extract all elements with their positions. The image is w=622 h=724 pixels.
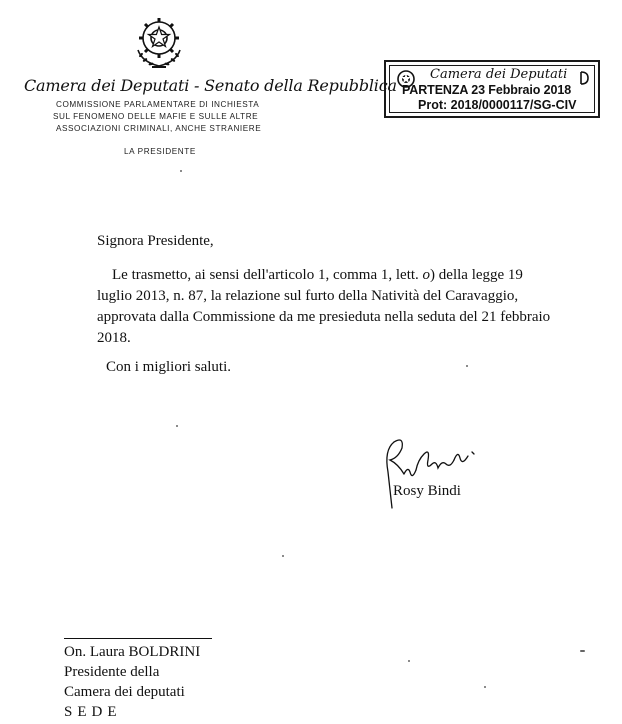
paragraph-letter-o: o (422, 267, 431, 283)
paragraph-text: Le trasmetto, ai sensi dell'articolo 1, comma 1, lett. (112, 267, 423, 283)
recipient-role: Presidente della (64, 664, 160, 680)
stamp-date: PARTENZA 23 Febbraio 2018 (402, 83, 572, 97)
paragraph-line-2: luglio 2013, n. 87, la relazione sul furto della Natività del Caravaggio, (97, 288, 519, 304)
recipient-location: SEDE (64, 704, 122, 720)
commission-line-2: SUL FENOMENO DELLE MAFIE E SULLE ALTRE (53, 112, 259, 121)
italian-republic-emblem-icon (128, 10, 190, 70)
stamp-hook-icon (578, 70, 590, 86)
scan-speck (408, 660, 410, 662)
scan-speck (176, 425, 178, 427)
chambers-heading: Camera dei Deputati - Senato della Repubblica (24, 76, 397, 95)
scan-speck (282, 555, 284, 557)
paragraph-line-4: 2018. (97, 330, 131, 346)
protocol-stamp (384, 60, 600, 118)
paragraph-line-1 (97, 265, 555, 286)
scan-speck (484, 686, 486, 688)
closing: Con i migliori saluti. (106, 359, 232, 375)
signer-name: Rosy Bindi (393, 483, 461, 499)
stamp-title: Camera dei Deputati (430, 67, 568, 82)
recipient-divider (64, 638, 212, 639)
paragraph-text: ) della legge 19 (430, 267, 523, 283)
scan-speck (466, 365, 468, 367)
scan-speck (180, 170, 182, 172)
commission-line-3: ASSOCIAZIONI CRIMINALI, ANCHE STRANIERE (56, 124, 262, 133)
paragraph-line-3: approvata dalla Commissione da me presieduta nella seduta del 21 febbraio (97, 309, 551, 325)
stamp-border (389, 65, 595, 113)
commission-line-1: COMMISSIONE PARLAMENTARE DI INCHIESTA (56, 100, 260, 109)
stamp-protocol: Prot: 2018/0000117/SG-CIV (418, 98, 577, 112)
scan-speck (580, 650, 585, 652)
office-title: LA PRESIDENTE (124, 147, 196, 156)
recipient-institution: Camera dei deputati (64, 684, 185, 700)
recipient-name: On. Laura BOLDRINI (64, 644, 201, 660)
salutation: Signora Presidente, (97, 233, 214, 249)
letter-paragraph (97, 265, 555, 349)
